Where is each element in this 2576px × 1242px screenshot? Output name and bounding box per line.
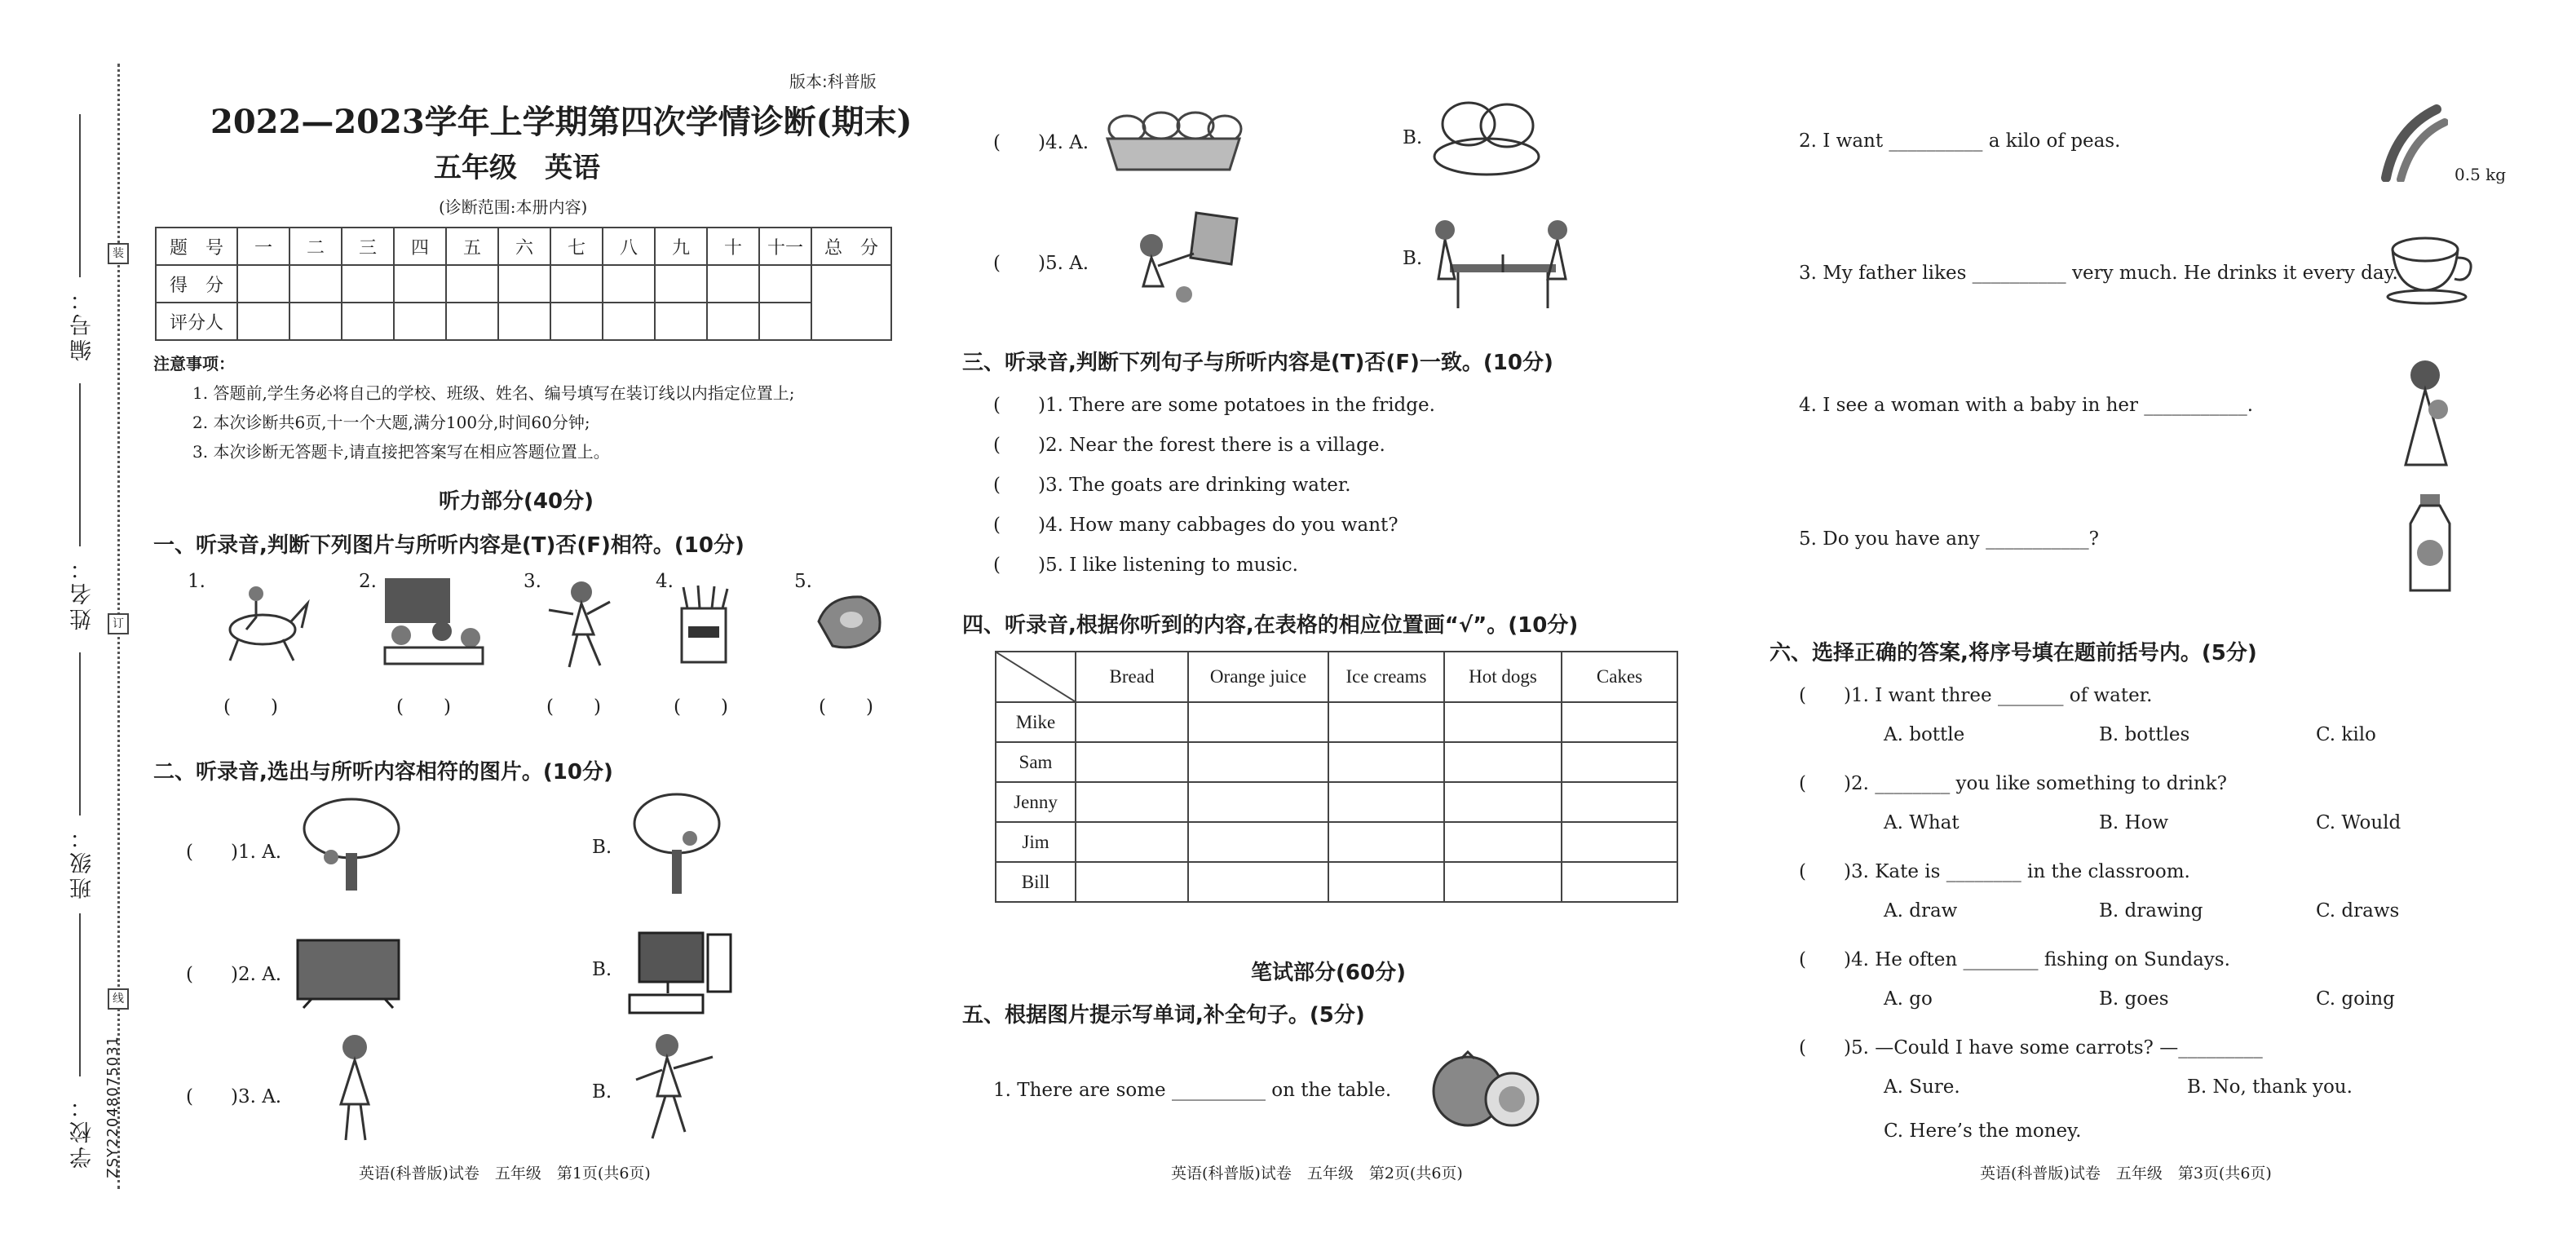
s5-question[interactable]: 4. I see a woman with a baby in her ___________.	[1799, 395, 2254, 416]
s1-num: 2.	[359, 571, 377, 592]
page-footer: 英语(科普版)试卷 五年级 第1页(共6页)	[359, 1165, 651, 1182]
written-title: 笔试部分(60分)	[1251, 961, 1406, 985]
score-header-cell: 题 号	[156, 228, 237, 265]
grid-cell[interactable]	[1188, 782, 1328, 822]
s6-option: C. Would	[2316, 812, 2401, 833]
section5-title: 五、根据图片提示写单词,补全句子。(5分)	[962, 1003, 1365, 1028]
score-cell[interactable]	[498, 265, 550, 303]
s3-question[interactable]: ( )5. I like listening to music.	[993, 555, 1298, 576]
grid-row-header: Jenny	[996, 782, 1076, 822]
s5-question[interactable]: 2. I want __________ a kilo of peas.	[1799, 130, 2121, 152]
grader-cell[interactable]	[707, 303, 759, 340]
cut-mark-1: 装	[108, 243, 129, 264]
s3-question[interactable]: ( )1. There are some potatoes in the fridge.	[993, 395, 1435, 416]
s3-question[interactable]: ( )3. The goats are drinking water.	[993, 475, 1351, 496]
grid-row-header: Jim	[996, 822, 1076, 862]
class-label: 班级：	[70, 824, 95, 899]
number-label: 编号：	[70, 285, 95, 361]
peas-icon	[2379, 104, 2448, 182]
grader-cell[interactable]	[394, 303, 446, 340]
score-cell[interactable]	[394, 265, 446, 303]
tomato-icon	[1429, 1049, 1544, 1130]
score-header-cell: 七	[550, 228, 603, 265]
s6-option: C. going	[2316, 988, 2395, 1010]
score-cell[interactable]	[342, 265, 394, 303]
score-cell[interactable]	[289, 265, 342, 303]
s2-question[interactable]: ( )3. A.	[186, 1086, 282, 1107]
grid-cell[interactable]	[1562, 822, 1677, 862]
grader-cell[interactable]	[498, 303, 550, 340]
grid-cell[interactable]	[1188, 702, 1328, 742]
score-cell[interactable]	[237, 265, 289, 303]
score-table	[155, 227, 892, 341]
name-label: 姓名：	[70, 555, 95, 630]
grid-cell[interactable]	[1328, 782, 1444, 822]
tree-girl-icon	[628, 791, 726, 897]
s3-question[interactable]: ( )2. Near the forest there is a village.	[993, 435, 1385, 456]
grader-cell[interactable]	[342, 303, 394, 340]
s6-question[interactable]: ( )4. He often ________ fishing on Sundays.	[1799, 949, 2230, 970]
s5-question[interactable]: 3. My father likes __________ very much. He drinks it every day.	[1799, 263, 2398, 284]
grader-cell[interactable]	[603, 303, 655, 340]
s1-num: 4.	[656, 571, 674, 592]
s2-question[interactable]: ( )2. A.	[186, 964, 282, 985]
bread-basket-icon	[1432, 91, 1542, 181]
edition-label: 版本:科普版	[789, 72, 877, 91]
s6-option: A. Sure.	[1884, 1076, 1960, 1098]
grid-row	[996, 742, 1677, 782]
note-item: 2. 本次诊断共6页,十一个大题,满分100分,时间60分钟;	[192, 413, 590, 432]
grid-cell[interactable]	[1328, 862, 1444, 902]
s6-option: A. bottle	[1884, 724, 1965, 745]
exam-subtitle: 五年级 英语	[434, 152, 600, 184]
grid-header-row	[996, 652, 1677, 702]
horse-rider-icon	[205, 581, 312, 662]
grid-cell[interactable]	[1444, 782, 1562, 822]
grid-cell[interactable]	[1328, 702, 1444, 742]
score-row-label: 得 分	[156, 265, 237, 303]
grid-cell[interactable]	[1444, 862, 1562, 902]
tea-cup-icon	[2384, 225, 2482, 305]
grader-row	[156, 303, 891, 340]
s2-option-b: B.	[592, 1081, 612, 1103]
s6-option: B. How	[2099, 812, 2169, 833]
grid-column-header: Orange juice	[1188, 652, 1328, 702]
answer-bracket[interactable]: ( )	[546, 696, 602, 718]
note-item: 1. 答题前,学生务必将自己的学校、班级、姓名、编号填写在装订线以内指定位置上;	[192, 383, 795, 403]
s2-question[interactable]: ( )5. A.	[993, 253, 1089, 274]
grid-cell[interactable]	[1328, 822, 1444, 862]
grid-row	[996, 782, 1677, 822]
score-cell[interactable]	[603, 265, 655, 303]
grid-cell[interactable]	[1562, 742, 1677, 782]
grid-cell[interactable]	[1188, 822, 1328, 862]
grader-row-label: 评分人	[156, 303, 237, 340]
score-header-cell: 八	[603, 228, 655, 265]
s2-option-b: B.	[592, 837, 612, 858]
boy-cleaning-icon	[1119, 209, 1241, 307]
meat-icon	[812, 589, 886, 654]
s2-option-b: B.	[1403, 127, 1423, 148]
table-tennis-icon	[1425, 214, 1576, 312]
grid-row-header: Bill	[996, 862, 1076, 902]
score-header-cell: 四	[394, 228, 446, 265]
exam-scope: (诊断范围:本册内容)	[439, 197, 588, 217]
class-field[interactable]	[79, 652, 81, 815]
s2-option-b: B.	[1403, 248, 1423, 269]
grid-cell[interactable]	[1076, 742, 1188, 782]
woman-baby-icon	[2393, 356, 2466, 470]
grader-cell[interactable]	[655, 303, 707, 340]
score-header-cell: 总 分	[811, 228, 891, 265]
grid-cell[interactable]	[1188, 742, 1328, 782]
score-cell[interactable]	[446, 265, 498, 303]
computer-icon	[623, 926, 737, 1024]
grader-cell[interactable]	[550, 303, 603, 340]
classroom-icon	[369, 574, 491, 668]
grid-cell[interactable]	[1328, 742, 1444, 782]
s1-num: 1.	[188, 571, 205, 592]
notes-title: 注意事项：	[153, 354, 235, 373]
grid-column-header: Bread	[1076, 652, 1188, 702]
s1-num: 5.	[794, 571, 812, 592]
food-jar-icon	[675, 584, 732, 665]
section4-title: 四、听录音,根据你听到的内容,在表格的相应位置画“√”。(10分)	[962, 613, 1579, 638]
name-field[interactable]	[79, 383, 81, 546]
s6-option: B. drawing	[2099, 900, 2203, 922]
grid-cell[interactable]	[1562, 862, 1677, 902]
number-field[interactable]	[79, 114, 81, 277]
section6-title: 六、选择正确的答案,将序号填在题前括号内。(5分)	[1770, 641, 2257, 665]
s5-question[interactable]: 1. There are some __________ on the table.	[993, 1080, 1392, 1101]
weight-label: 0.5 kg	[2454, 165, 2507, 184]
score-table-header-row	[156, 228, 891, 265]
grader-cell[interactable]	[759, 303, 811, 340]
score-row	[156, 265, 891, 303]
grid-cell[interactable]	[1188, 862, 1328, 902]
s2-question[interactable]: ( )4. A.	[993, 132, 1089, 153]
score-header-cell: 十	[707, 228, 759, 265]
s3-question[interactable]: ( )4. How many cabbages do you want?	[993, 515, 1398, 536]
s6-option: A. go	[1884, 988, 1933, 1010]
grid-cell[interactable]	[1444, 702, 1562, 742]
grid-row	[996, 862, 1677, 902]
exam-title: 2022—2023学年上学期第四次学情诊断(期末)	[210, 103, 912, 141]
television-icon	[295, 938, 401, 1010]
answer-bracket[interactable]: ( )	[396, 696, 452, 718]
note-item: 3. 本次诊断无答题卡,请直接把答案写在相应答题位置上。	[192, 442, 610, 462]
s5-question[interactable]: 5. Do you have any ___________?	[1799, 528, 2099, 550]
score-header-cell: 二	[289, 228, 342, 265]
s6-option: C. kilo	[2316, 724, 2376, 745]
s6-question[interactable]: ( )5. —Could I have some carrots? —_________	[1799, 1037, 2263, 1059]
s6-option: C. Here’s the money.	[1884, 1120, 2082, 1142]
school-label: 学校：	[70, 1093, 95, 1169]
section3-title: 三、听录音,判断下列句子与所听内容是(T)否(F)一致。(10分)	[962, 351, 1553, 375]
section2-title: 二、听录音,选出与所听内容相符的图片。(10分)	[153, 760, 613, 785]
section1-title: 一、听录音,判断下列图片与所听内容是(T)否(F)相符。(10分)	[153, 533, 745, 558]
cut-mark-2: 订	[108, 613, 129, 634]
grid-cell[interactable]	[1444, 742, 1562, 782]
school-field[interactable]	[79, 913, 81, 1076]
score-cell[interactable]	[655, 265, 707, 303]
grader-cell[interactable]	[237, 303, 289, 340]
listening-title: 听力部分(40分)	[439, 489, 594, 514]
grid-column-header: Cakes	[1562, 652, 1677, 702]
grid-cell[interactable]	[1562, 702, 1677, 742]
score-header-cell: 一	[237, 228, 289, 265]
score-header-cell: 九	[655, 228, 707, 265]
s6-option: B. No, thank you.	[2187, 1076, 2353, 1098]
grid-row-header: Mike	[996, 702, 1076, 742]
listening-grid	[995, 651, 1678, 903]
score-header-cell: 六	[498, 228, 550, 265]
grid-row	[996, 702, 1677, 742]
grid-cell[interactable]	[1076, 862, 1188, 902]
s6-question[interactable]: ( )1. I want three _______ of water.	[1799, 685, 2153, 706]
score-header-cell: 十一	[759, 228, 811, 265]
s6-option: B. bottles	[2099, 724, 2190, 745]
girl-dancing-icon	[537, 577, 618, 671]
answer-bracket[interactable]: ( )	[819, 696, 874, 718]
score-cell[interactable]	[707, 265, 759, 303]
grid-cell[interactable]	[1562, 782, 1677, 822]
grid-cell[interactable]	[1076, 702, 1188, 742]
s6-option: A. draw	[1884, 900, 1958, 922]
egg-carton-icon	[1102, 101, 1245, 175]
score-header-cell: 三	[342, 228, 394, 265]
barcode-number: ZSY22048075031	[104, 1036, 122, 1178]
grid-row	[996, 822, 1677, 862]
tree-icon	[298, 796, 404, 894]
score-cell[interactable]	[550, 265, 603, 303]
s6-question[interactable]: ( )2. ________ you like something to drink?	[1799, 773, 2227, 794]
page-footer: 英语(科普版)试卷 五年级 第3页(共6页)	[1980, 1165, 2272, 1182]
s6-option: B. goes	[2099, 988, 2169, 1010]
s6-question[interactable]: ( )3. Kate is ________ in the classroom.	[1799, 861, 2190, 882]
grid-cell[interactable]	[1076, 782, 1188, 822]
grader-cell[interactable]	[446, 303, 498, 340]
grid-column-header: Ice creams	[1328, 652, 1444, 702]
grid-corner-cell	[996, 652, 1076, 702]
page-footer: 英语(科普版)试卷 五年级 第2页(共6页)	[1171, 1165, 1463, 1182]
juice-bottle-icon	[2404, 491, 2456, 597]
grid-cell[interactable]	[1076, 822, 1188, 862]
score-header-cell: 五	[446, 228, 498, 265]
answer-bracket[interactable]: ( )	[674, 696, 729, 718]
grid-column-header: Hot dogs	[1444, 652, 1562, 702]
score-cell[interactable]	[759, 265, 811, 303]
girl-skating-icon	[628, 1029, 718, 1143]
s6-option: A. What	[1884, 812, 1960, 833]
s6-option: C. draws	[2316, 900, 2400, 922]
cut-mark-3: 线	[108, 988, 129, 1010]
s1-num: 3.	[524, 571, 541, 592]
s2-question[interactable]: ( )1. A.	[186, 842, 282, 863]
grid-cell[interactable]	[1444, 822, 1562, 862]
grid-row-header: Sam	[996, 742, 1076, 782]
total-score-cell[interactable]	[811, 265, 891, 340]
grader-cell[interactable]	[289, 303, 342, 340]
answer-bracket[interactable]: ( )	[223, 696, 279, 718]
s2-option-b: B.	[592, 959, 612, 980]
girl-standing-icon	[326, 1029, 383, 1143]
